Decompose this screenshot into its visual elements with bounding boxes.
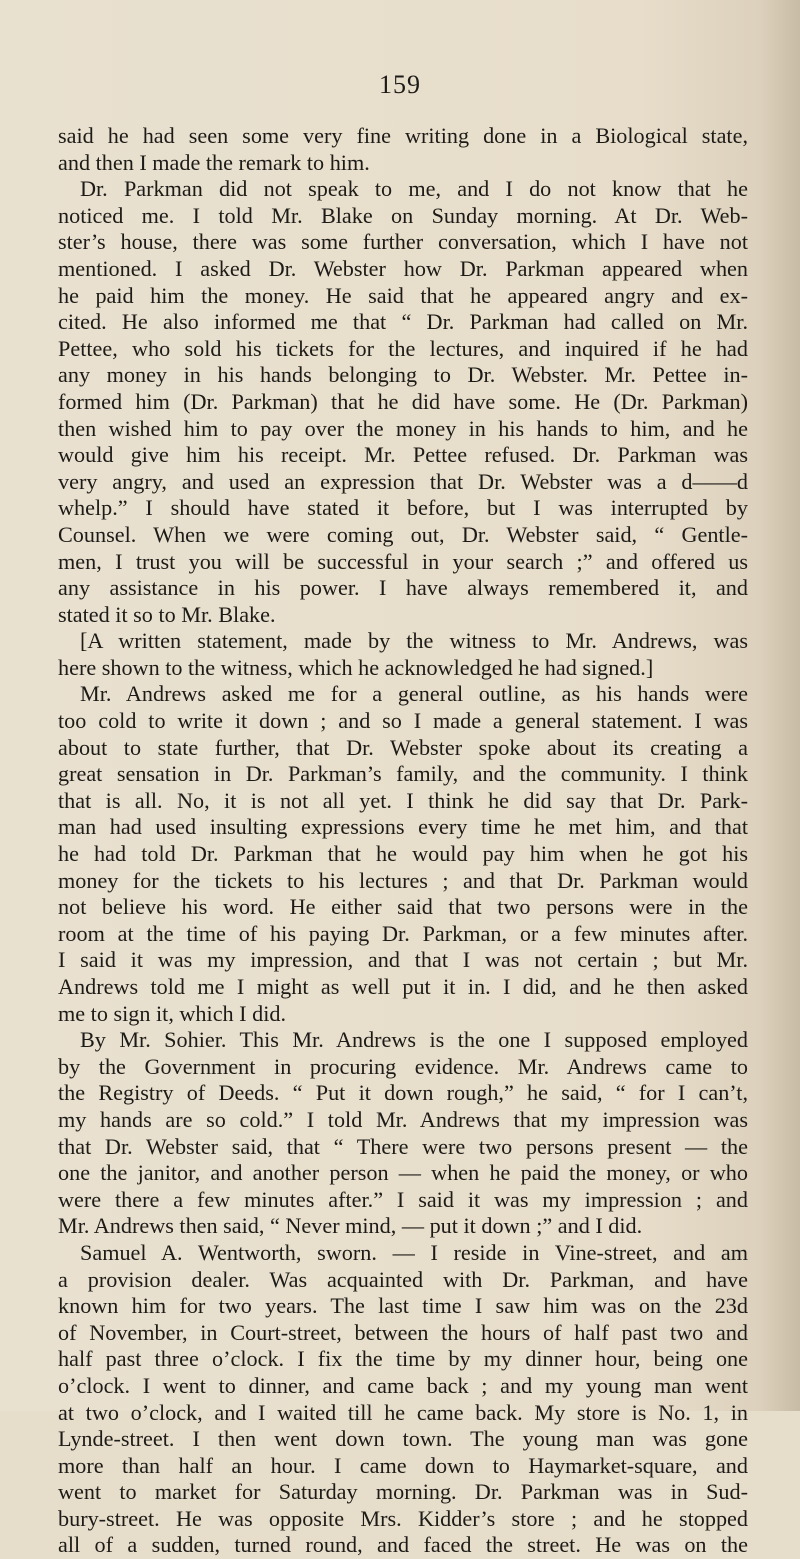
text-line: Counsel. When we were coming out, Dr. Webster said, “ Gentle- — [58, 521, 748, 547]
text-line: Mr. Andrews asked me for a general outline, as his hands were — [80, 681, 748, 707]
text-line: cited. He also informed me that “ Dr. Parkman had called on Mr. — [58, 309, 748, 335]
text-line: known him for two years. The last time I saw him was on the 23d — [58, 1293, 748, 1319]
text-line: were there a few minutes after.” I said it was my impression ; and — [58, 1186, 748, 1212]
text-line: all of a sudden, turned round, and faced the street. He was on the — [58, 1532, 748, 1558]
text-line: any assistance in his power. I have always remembered it, and — [58, 575, 748, 601]
text-line: said he had seen some very fine writing done in a Biological state, — [58, 123, 748, 148]
text-line: too cold to write it down ; and so I made a general statement. I was — [58, 708, 748, 734]
text-line: he had told Dr. Parkman that he would pay him when he got his — [58, 841, 748, 867]
text-line: o’clock. I went to dinner, and came back ; and my young man went — [58, 1372, 748, 1398]
text-line: I said it was my impression, and that I was not certain ; but Mr. — [58, 947, 748, 973]
text-line: Lynde-street. I then went down town. The young man was gone — [58, 1426, 748, 1452]
text-line: room at the time of his paying Dr. Parkman, or a few minutes after. — [58, 920, 748, 946]
text-line: would give him his receipt. Mr. Pettee refused. Dr. Parkman was — [58, 442, 748, 468]
text-line: my hands are so cold.” I told Mr. Andrews that my impression was — [58, 1106, 748, 1132]
body-text — [58, 123, 748, 1559]
text-line: that Dr. Webster said, that “ There were two persons present — the — [58, 1133, 748, 1159]
text-line: man had used insulting expressions every time he met him, and that — [58, 814, 748, 840]
text-line: by the Government in procuring evidence. Mr. Andrews came to — [58, 1053, 748, 1079]
text-line: and then I made the remark to him. — [58, 149, 370, 175]
text-line: great sensation in Dr. Parkman’s family, and the community. I think — [58, 761, 748, 787]
text-line: men, I trust you will be successful in your search ;” and offered us — [58, 548, 748, 574]
text-line: Andrews told me I might as well put it in. I did, and he then asked — [58, 974, 748, 999]
text-line: that is all. No, it is not all yet. I think he did say that Dr. Park- — [58, 787, 748, 813]
text-line: a provision dealer. Was acquainted with Dr. Parkman, and have — [58, 1266, 748, 1292]
text-line: the Registry of Deeds. “ Put it down rough,” he said, “ for I can’t, — [58, 1080, 748, 1106]
text-line: not believe his word. He either said that two persons were in the — [58, 894, 748, 920]
text-line: then wished him to pay over the money in his hands to him, and he — [58, 415, 748, 441]
text-line: more than half an hour. I came down to Haymarket-square, and — [58, 1452, 748, 1478]
text-line: noticed me. I told Mr. Blake on Sunday morning. At Dr. Web- — [58, 202, 748, 228]
text-line: he paid him the money. He said that he appeared angry and ex- — [58, 282, 748, 308]
text-line: Pettee, who sold his tickets for the lectures, and inquired if he had — [58, 335, 748, 361]
text-line: any money in his hands belonging to Dr. Webster. Mr. Pettee in- — [58, 362, 748, 388]
text-line: about to state further, that Dr. Webster spoke about its creating a — [58, 734, 748, 760]
text-line: mentioned. I asked Dr. Webster how Dr. Parkman appeared when — [58, 255, 748, 281]
text-line: whelp.” I should have stated it before, but I was interrupted by — [58, 495, 748, 521]
text-line: [A written statement, made by the witness to Mr. Andrews, was — [80, 628, 748, 654]
text-line: went to market for Saturday morning. Dr. Parkman was in Sud- — [58, 1479, 748, 1505]
text-line: one the janitor, and another person — when he paid the money, or who — [58, 1160, 748, 1186]
text-line: Samuel A. Wentworth, sworn. — I reside in Vine-street, and am — [80, 1239, 748, 1265]
text-line: Dr. Parkman did not speak to me, and I do not know that he — [80, 176, 748, 202]
page-edge-shadow — [760, 0, 800, 1411]
text-line: By Mr. Sohier. This Mr. Andrews is the one I supposed employed — [80, 1027, 748, 1053]
text-line: money for the tickets to his lectures ; and that Dr. Parkman would — [58, 867, 748, 893]
text-line: bury-street. He was opposite Mrs. Kidder’s store ; and he stopped — [58, 1505, 748, 1531]
text-line: formed him (Dr. Parkman) that he did have some. He (Dr. Parkman) — [58, 388, 748, 414]
text-line: half past three o’clock. I fix the time by my dinner hour, being one — [58, 1346, 748, 1372]
text-line: here shown to the witness, which he acknowledged he had signed.] — [58, 654, 654, 680]
text-line: me to sign it, which I did. — [58, 1000, 287, 1026]
text-line: of November, in Court-street, between the hours of half past two and — [58, 1319, 748, 1345]
text-line: very angry, and used an expression that Dr. Webster was a d——d — [58, 468, 748, 494]
text-line: Mr. Andrews then said, “ Never mind, — put it down ;” and I did. — [58, 1213, 643, 1239]
text-line: ster’s house, there was some further conversation, which I have not — [58, 229, 748, 255]
text-line: at two o’clock, and I waited till he came back. My store is No. 1, in — [58, 1399, 748, 1425]
page-number: 159 — [379, 70, 421, 99]
text-line: stated it so to Mr. Blake. — [58, 601, 276, 627]
